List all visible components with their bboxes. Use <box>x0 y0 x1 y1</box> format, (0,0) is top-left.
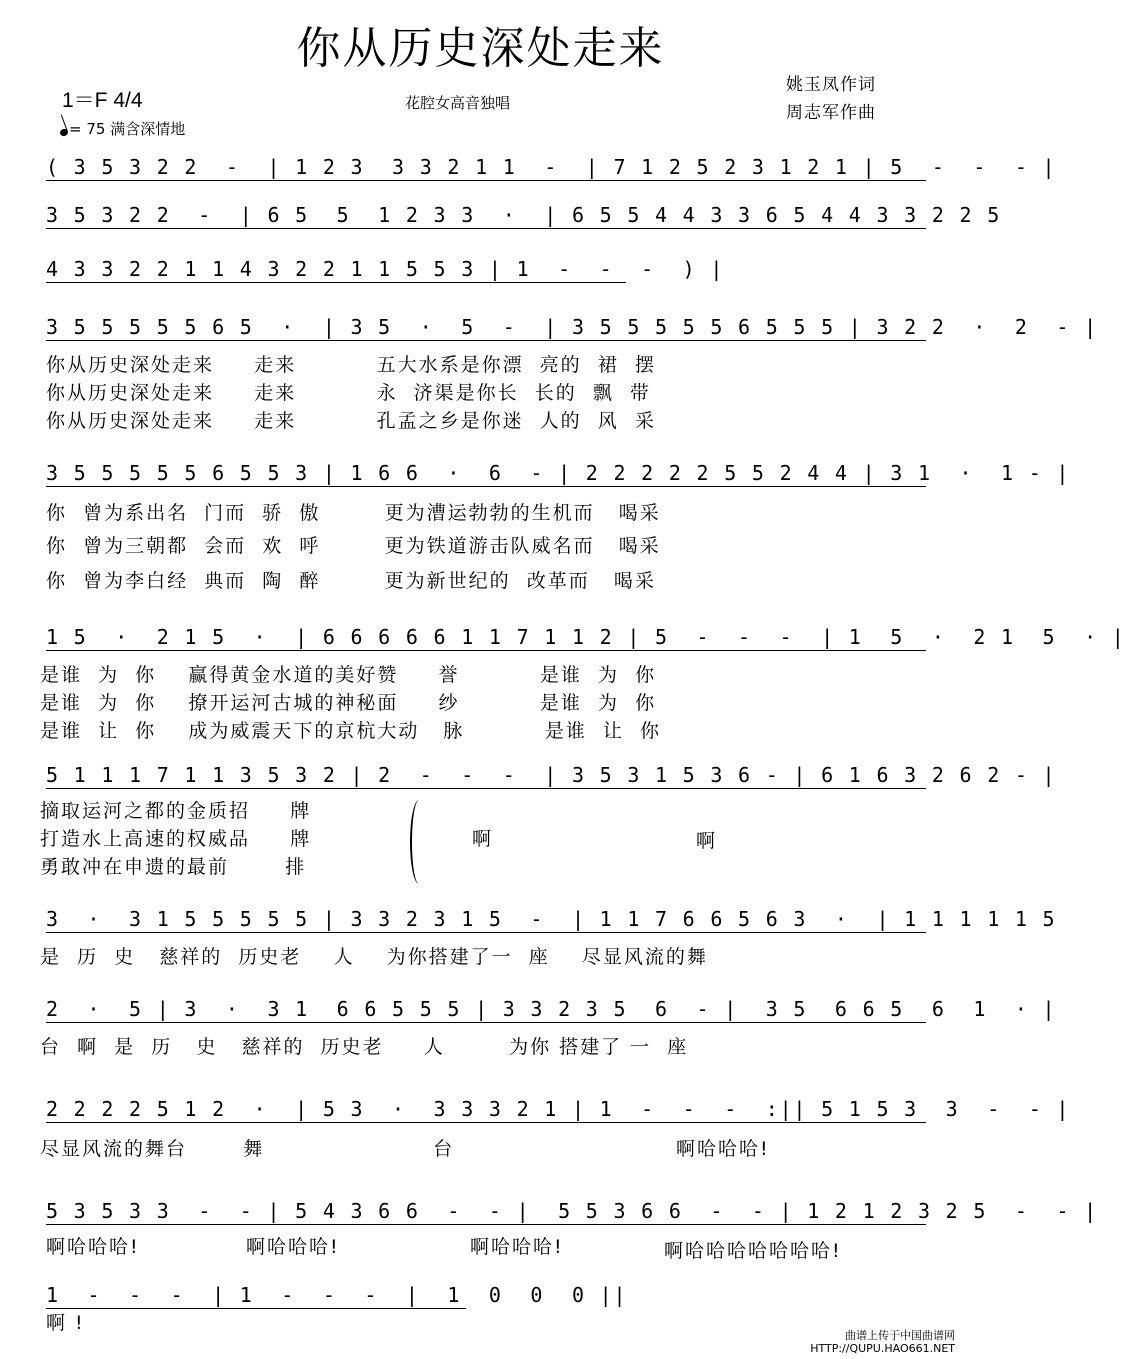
tempo-text: = 75 满含深情地 <box>69 120 186 138</box>
watermark <box>810 1329 955 1355</box>
watermark-line: 曲谱上传于中国曲谱网 <box>845 1329 955 1342</box>
lyric-line: 摘取运河之都的金质招 牌 <box>40 800 312 822</box>
lyric-haha: 啊哈哈哈! <box>246 1236 340 1258</box>
lyricist-credit: 姚玉凤作词 <box>786 75 876 95</box>
lyric-final: 啊 ! <box>46 1312 85 1334</box>
music-line: 5 3 5 3 3 - - | 5 4 3 6 6 - - | 5 5 3 6 6 - - | 1 2 1 2 3 2 5 - - | <box>46 1196 926 1226</box>
lyric-line: 你 曾为李白经 典而 陶 醉 更为新世纪的 改革而 喝采 <box>46 570 656 592</box>
music-line: 2 2 2 2 5 1 2 · | 5 3 · 3 3 3 2 1 | 1 - - - :|| 5 1 5 3 3 - - | <box>46 1094 926 1124</box>
lyric-line: 是谁 让 你 成为威震天下的京杭大动 脉 是谁 让 你 <box>40 720 661 742</box>
lyric-haha: 啊哈哈哈! <box>46 1236 140 1258</box>
lyric-line: 你从历史深处走来 走来 孔孟之乡是你迷 人的 风 采 <box>46 410 656 432</box>
music-line: 1 - - - | 1 - - - | 1 0 0 0 || <box>46 1280 466 1310</box>
lyric-haha: 啊哈哈哈! <box>470 1236 564 1258</box>
key-signature: 1＝F 4/4 <box>62 89 143 112</box>
lyric-line: 台 啊 是 历 史 慈祥的 历史老 人 为你 搭建了 一 座 <box>40 1036 689 1058</box>
tempo-marking <box>60 118 185 139</box>
verse-brace <box>410 800 428 884</box>
composer-credit: 周志军作曲 <box>786 103 876 123</box>
lyric-line: 你从历史深处走来 走来 永 济渠是你长 长的 飘 带 <box>46 382 651 404</box>
music-line: ( 3 5 3 2 2 - | 1 2 3 3 3 2 1 1 - | 7 1 2 5 2 3 1 2 1 | 5 - - - | <box>46 152 926 182</box>
lyric-haha: 啊哈哈哈哈哈哈哈! <box>664 1240 842 1262</box>
music-line: 5 1 1 1 7 1 1 3 5 3 2 | 2 - - - | 3 5 3 1 5 3 6 - | 6 1 6 3 2 6 2 - | <box>46 760 926 790</box>
lyric-line: 你 曾为三朝都 会而 欢 呼 更为铁道游击队威名而 喝采 <box>46 535 661 557</box>
music-line: 3 5 5 5 5 5 6 5 5 3 | 1 6 6 · 6 - | 2 2 2 2 2 5 5 2 4 4 | 3 1 · 1 - | <box>46 458 926 488</box>
quarter-note-icon <box>59 128 69 137</box>
lyric-line: 打造水上高速的权威品 牌 <box>40 828 312 850</box>
music-line: 1 5 · 2 1 5 · | 6 6 6 6 6 1 1 7 1 1 2 | 5 - - - | 1 5 · 2 1 5 · | <box>46 622 926 652</box>
lyric-ah: 啊 <box>472 828 494 850</box>
music-line: 2 · 5 | 3 · 3 1 6 6 5 5 5 | 3 3 2 3 5 6 - | 3 5 6 6 5 6 1 · | <box>46 994 926 1024</box>
lyric-line: 勇敢冲在申遗的最前 排 <box>40 856 307 878</box>
music-line: 4 3 3 2 2 1 1 4 3 2 2 1 1 5 5 3 | 1 - - - ) | <box>46 254 626 284</box>
watermark-url: HTTP://QUPU.HAO661.NET <box>810 1342 955 1355</box>
music-line: 3 5 5 5 5 5 6 5 · | 3 5 · 5 - | 3 5 5 5 5 5 6 5 5 5 | 3 2 2 · 2 - | <box>46 312 926 342</box>
lyric-line: 是谁 为 你 赢得黄金水道的美好赞 誉 是谁 为 你 <box>40 664 657 686</box>
page-title: 你从历史深处走来 <box>296 23 665 74</box>
music-line: 3 5 3 2 2 - | 6 5 5 1 2 3 3 · | 6 5 5 4 4 3 3 6 5 4 4 3 3 2 2 5 <box>46 200 926 230</box>
lyric-line: 你从历史深处走来 走来 五大水系是你漂 亮的 裙 摆 <box>46 354 656 376</box>
lyric-line: 是 历 史 慈祥的 历史老 人 为你搭建了一 座 尽显风流的舞 <box>40 946 708 968</box>
lyric-haha: 啊哈哈哈! <box>676 1138 770 1160</box>
lyric-line: 是谁 为 你 撩开运河古城的神秘面 纱 是谁 为 你 <box>40 692 657 714</box>
performance-note: 花腔女高音独唱 <box>405 94 511 112</box>
lyric-line: 你 曾为系出名 门而 骄 傲 更为漕运勃勃的生机而 喝采 <box>46 502 661 524</box>
lyric-line: 尽显风流的舞台 舞 台 <box>40 1138 455 1160</box>
music-line: 3 · 3 1 5 5 5 5 5 | 3 3 2 3 1 5 - | 1 1 7 6 6 5 6 3 · | 1 1 1 1 1 5 <box>46 904 926 934</box>
lyric-ah: 啊 <box>696 830 718 852</box>
